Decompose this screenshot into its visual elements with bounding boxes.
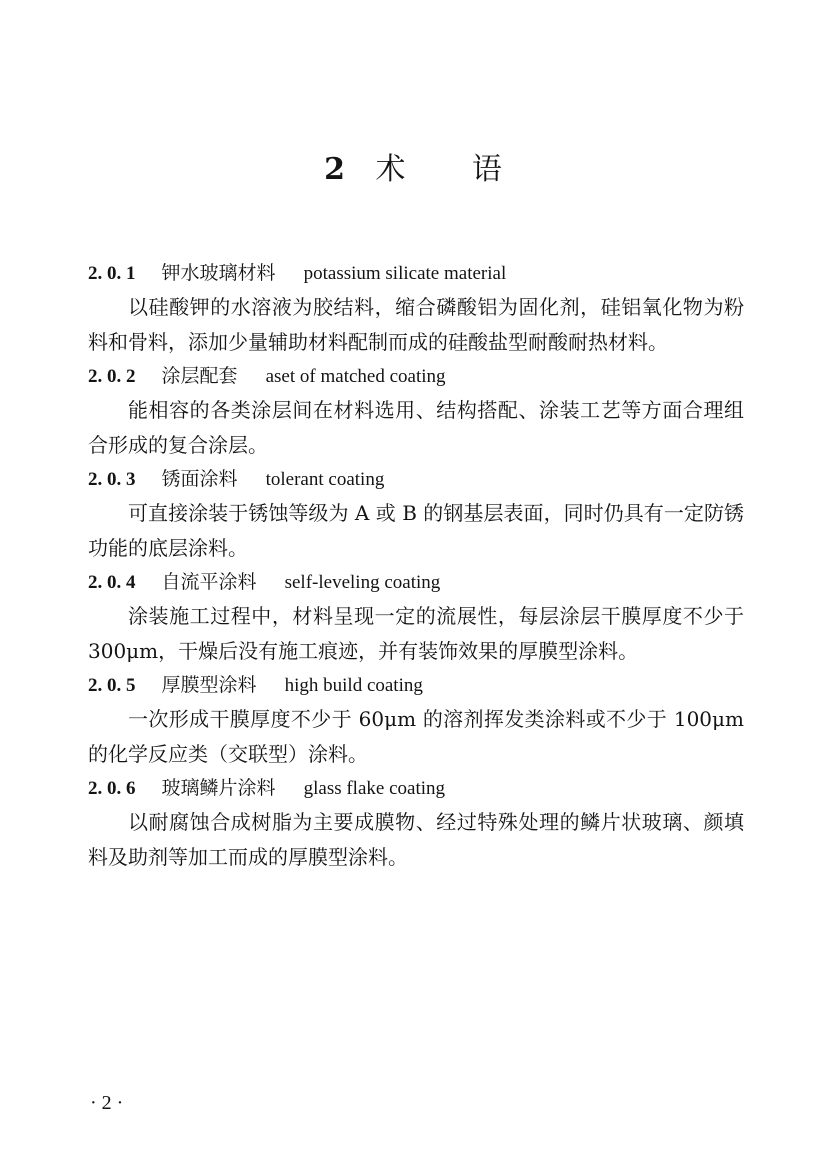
term-heading <box>88 565 744 599</box>
term-2-0-4 <box>88 565 744 668</box>
term-2-0-1 <box>88 256 744 359</box>
term-heading <box>88 256 744 290</box>
term-english-name: self-leveling coating <box>284 572 441 593</box>
term-number: 2. 0. 1 <box>88 263 136 284</box>
term-chinese-name: 锈面涂料 <box>161 468 238 490</box>
term-english-name: aset of matched coating <box>265 366 446 387</box>
term-2-0-2 <box>88 359 744 462</box>
term-definition: 以耐腐蚀合成树脂为主要成膜物、经过特殊处理的鳞片状玻璃、颜填料及助剂等加工而成的厚膜型涂料。 <box>88 810 744 869</box>
term-english-name: glass flake coating <box>303 778 446 799</box>
term-heading <box>88 462 744 496</box>
term-definition: 可直接涂装于锈蚀等级为 A 或 B 的钢基层表面，同时仍具有一定防锈功能的底层涂料。 <box>88 501 744 560</box>
chapter-title <box>0 148 826 192</box>
term-number: 2. 0. 3 <box>88 469 136 490</box>
term-chinese-name: 涂层配套 <box>161 365 238 387</box>
chapter-number: 2 <box>324 152 345 187</box>
term-2-0-5 <box>88 668 744 771</box>
term-chinese-name: 厚膜型涂料 <box>161 674 257 696</box>
term-english-name: potassium silicate material <box>303 263 507 284</box>
term-number: 2. 0. 6 <box>88 778 136 799</box>
chapter-title-part2: 语 <box>471 152 502 187</box>
term-number: 2. 0. 5 <box>88 675 136 696</box>
term-definition: 涂装施工过程中，材料呈现一定的流展性，每层涂层干膜厚度不少于 300μm，干燥后没有施工痕迹，并有装饰效果的厚膜型涂料。 <box>88 604 744 663</box>
term-chinese-name: 钾水玻璃材料 <box>161 262 276 284</box>
term-definition: 一次形成干膜厚度不少于 60μm 的溶剂挥发类涂料或不少于 100μm 的化学反应类（交联型）涂料。 <box>88 707 744 766</box>
term-chinese-name: 玻璃鳞片涂料 <box>161 777 276 799</box>
term-english-name: high build coating <box>284 675 423 696</box>
term-definition: 能相容的各类涂层间在材料选用、结构搭配、涂装工艺等方面合理组合形成的复合涂层。 <box>88 398 744 457</box>
term-2-0-6 <box>88 771 744 874</box>
page-number: · 2 · <box>90 1092 124 1114</box>
term-heading <box>88 359 744 393</box>
term-heading <box>88 668 744 702</box>
term-number: 2. 0. 2 <box>88 366 136 387</box>
chapter-title-part1: 术 <box>375 152 406 187</box>
term-heading <box>88 771 744 805</box>
terms-list <box>88 256 744 874</box>
term-2-0-3 <box>88 462 744 565</box>
term-definition: 以硅酸钾的水溶液为胶结料，缩合磷酸铝为固化剂，硅铝氧化物为粉料和骨料，添加少量辅助材料配制而成的硅酸盐型耐酸耐热材料。 <box>88 295 744 354</box>
term-chinese-name: 自流平涂料 <box>161 571 257 593</box>
term-number: 2. 0. 4 <box>88 572 136 593</box>
term-english-name: tolerant coating <box>265 469 385 490</box>
